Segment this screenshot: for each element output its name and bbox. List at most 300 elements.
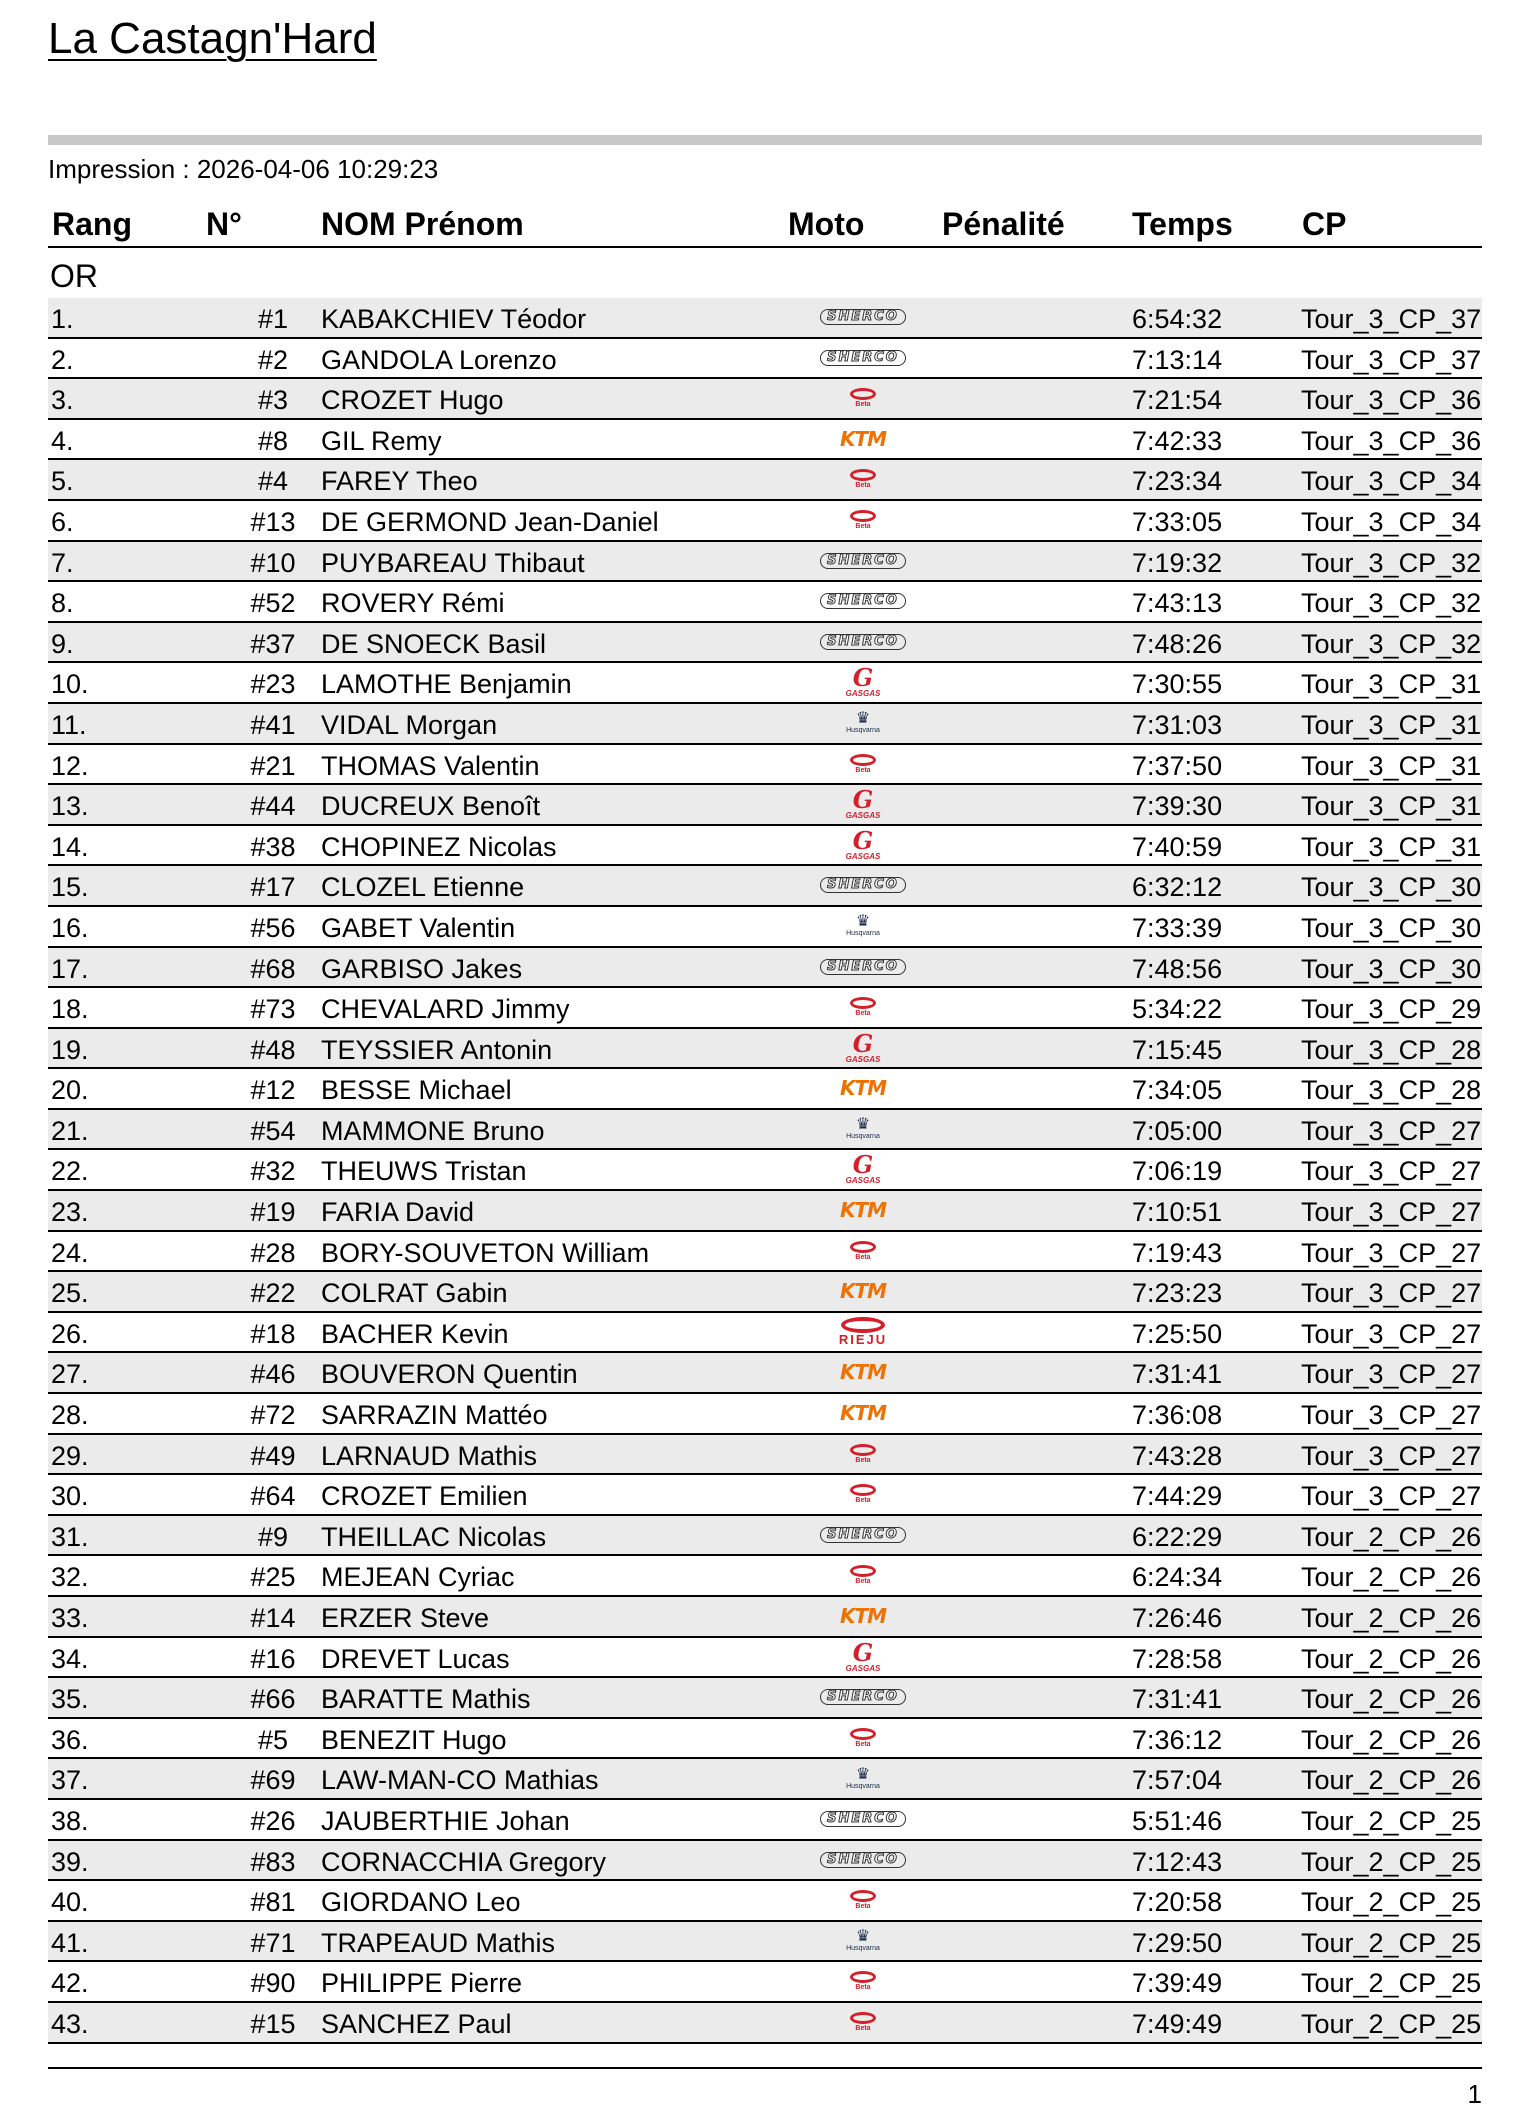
cell-temps: 7:23:34 bbox=[1132, 466, 1223, 497]
beta-logo-icon: Beta bbox=[850, 1241, 876, 1261]
cell-rang: 35. bbox=[51, 1684, 89, 1715]
sherco-logo-icon: SHERCO bbox=[820, 1811, 906, 1827]
cell-temps: 7:49:49 bbox=[1132, 2008, 1223, 2039]
cell-cp: Tour_3_CP_36 bbox=[1301, 385, 1482, 416]
cell-rang: 9. bbox=[51, 628, 74, 659]
cell-num: #19 bbox=[250, 1197, 296, 1228]
cell-num: #8 bbox=[257, 425, 289, 456]
cell-cp: Tour_3_CP_27 bbox=[1301, 1400, 1482, 1431]
cell-cp: Tour_3_CP_34 bbox=[1301, 506, 1482, 537]
cell-num: #69 bbox=[250, 1765, 296, 1796]
cell-moto bbox=[788, 1232, 938, 1270]
table-row bbox=[48, 663, 1482, 704]
cell-moto bbox=[788, 1029, 938, 1067]
table-row bbox=[48, 1597, 1482, 1638]
cell-rang: 33. bbox=[51, 1603, 89, 1633]
cell-num: #26 bbox=[250, 1805, 296, 1836]
cell-nom: CLOZEL Etienne bbox=[321, 872, 525, 903]
cell-nom: ERZER Steve bbox=[321, 1603, 490, 1633]
beta-logo-icon: Beta bbox=[850, 1728, 876, 1748]
cell-num: #32 bbox=[250, 1156, 296, 1187]
cell-cp: Tour_2_CP_26 bbox=[1301, 1521, 1482, 1552]
beta-logo-icon: Beta bbox=[850, 1971, 876, 1991]
table-row bbox=[48, 866, 1482, 907]
table-row bbox=[48, 1638, 1482, 1679]
cell-num: #81 bbox=[250, 1887, 296, 1918]
cell-nom: DE SNOECK Basil bbox=[321, 628, 547, 659]
cell-nom: BENEZIT Hugo bbox=[321, 1724, 507, 1755]
cell-nom: MEJEAN Cyriac bbox=[321, 1562, 515, 1593]
cell-temps: 7:43:13 bbox=[1132, 588, 1223, 619]
table-row bbox=[48, 2003, 1482, 2044]
cell-num: #12 bbox=[250, 1075, 296, 1106]
table-row bbox=[48, 1475, 1482, 1516]
table-row bbox=[48, 501, 1482, 542]
cell-nom: VIDAL Morgan bbox=[321, 709, 498, 740]
cell-nom: PUYBAREAU Thibaut bbox=[321, 547, 585, 578]
cell-cp: Tour_2_CP_26 bbox=[1301, 1724, 1482, 1755]
cell-cp: Tour_3_CP_37 bbox=[1301, 344, 1482, 375]
table-row bbox=[48, 1435, 1482, 1476]
cell-cp: Tour_3_CP_31 bbox=[1301, 709, 1482, 740]
table-row bbox=[48, 1922, 1482, 1963]
page-title: La Castagn'Hard bbox=[48, 14, 377, 63]
cell-rang: 4. bbox=[51, 425, 74, 456]
cell-cp: Tour_2_CP_25 bbox=[1301, 2008, 1482, 2039]
husqvarna-logo-icon: ♛ Husqvarna bbox=[846, 913, 880, 938]
husqvarna-logo-icon: ♛ Husqvarna bbox=[846, 1928, 880, 1953]
cell-cp: Tour_3_CP_30 bbox=[1301, 912, 1482, 943]
cell-rang: 15. bbox=[51, 872, 89, 903]
table-row bbox=[48, 1313, 1482, 1354]
cell-num: #14 bbox=[250, 1603, 296, 1633]
cell-moto bbox=[788, 1881, 938, 1919]
cell-cp: Tour_3_CP_30 bbox=[1301, 872, 1482, 903]
beta-logo-icon: Beta bbox=[850, 510, 876, 530]
cell-rang: 13. bbox=[51, 791, 89, 822]
cell-num: #15 bbox=[250, 2008, 296, 2039]
cell-nom: KABAKCHIEV Téodor bbox=[321, 304, 587, 334]
cell-temps: 7:29:50 bbox=[1132, 1927, 1223, 1958]
cell-cp: Tour_3_CP_31 bbox=[1301, 750, 1482, 781]
cell-cp: Tour_2_CP_25 bbox=[1301, 1887, 1482, 1918]
cell-nom: THOMAS Valentin bbox=[321, 750, 540, 781]
cell-rang: 11. bbox=[51, 709, 87, 740]
cell-num: #73 bbox=[250, 994, 296, 1025]
cell-nom: CHEVALARD Jimmy bbox=[321, 994, 570, 1025]
table-row bbox=[48, 582, 1482, 623]
cell-rang: 5. bbox=[51, 466, 74, 497]
cell-moto bbox=[788, 542, 938, 580]
cell-moto bbox=[788, 785, 938, 823]
cell-temps: 7:42:33 bbox=[1132, 425, 1223, 456]
cell-rang: 6. bbox=[51, 506, 74, 537]
table-row bbox=[48, 1556, 1482, 1597]
cell-num: #3 bbox=[257, 385, 289, 416]
cell-moto bbox=[788, 1841, 938, 1879]
category-heading bbox=[48, 252, 1482, 300]
cell-rang: 31. bbox=[51, 1521, 89, 1552]
table-row bbox=[48, 1069, 1482, 1110]
cell-moto bbox=[788, 1759, 938, 1797]
cell-rang: 41. bbox=[51, 1927, 89, 1958]
cell-rang: 36. bbox=[51, 1724, 89, 1755]
col-header-moto: Moto bbox=[788, 206, 865, 242]
cell-nom: SANCHEZ Paul bbox=[321, 2008, 512, 2039]
table-row bbox=[48, 785, 1482, 826]
beta-logo-icon: Beta bbox=[850, 997, 876, 1017]
cell-moto bbox=[788, 1435, 938, 1473]
cell-moto bbox=[788, 1150, 938, 1188]
cell-cp: Tour_2_CP_26 bbox=[1301, 1603, 1482, 1633]
table-row bbox=[48, 704, 1482, 745]
cell-num: #68 bbox=[250, 953, 296, 984]
cell-temps: 7:33:05 bbox=[1132, 506, 1223, 537]
cell-moto bbox=[788, 298, 938, 336]
cell-cp: Tour_3_CP_31 bbox=[1301, 831, 1482, 862]
cell-rang: 32. bbox=[51, 1562, 89, 1593]
beta-logo-icon: Beta bbox=[850, 1890, 876, 1910]
cell-rang: 37. bbox=[51, 1765, 89, 1796]
cell-temps: 7:33:39 bbox=[1132, 912, 1223, 943]
cell-nom: SARRAZIN Mattéo bbox=[321, 1400, 548, 1431]
cell-moto bbox=[788, 1719, 938, 1757]
cell-rang: 28. bbox=[51, 1400, 89, 1431]
ktm-logo-icon: KTM bbox=[839, 1076, 887, 1101]
cell-moto bbox=[788, 379, 938, 417]
cell-nom: BOUVERON Quentin bbox=[321, 1359, 578, 1390]
cell-rang: 34. bbox=[51, 1643, 89, 1674]
cell-cp: Tour_2_CP_25 bbox=[1301, 1927, 1482, 1958]
cell-cp: Tour_3_CP_27 bbox=[1301, 1156, 1482, 1187]
cell-temps: 7:36:12 bbox=[1132, 1724, 1223, 1755]
cell-temps: 7:19:32 bbox=[1132, 547, 1223, 578]
cell-nom: THEILLAC Nicolas bbox=[321, 1521, 547, 1552]
col-header-penalite: Pénalité bbox=[942, 206, 1065, 242]
cell-nom: BACHER Kevin bbox=[321, 1318, 509, 1349]
cell-temps: 7:31:03 bbox=[1132, 709, 1223, 740]
beta-logo-icon: Beta bbox=[850, 754, 876, 774]
cell-num: #66 bbox=[250, 1684, 296, 1715]
cell-rang: 16. bbox=[51, 912, 89, 943]
cell-nom: FARIA David bbox=[321, 1197, 475, 1228]
table-row bbox=[48, 1516, 1482, 1557]
cell-cp: Tour_2_CP_26 bbox=[1301, 1643, 1482, 1674]
cell-temps: 7:36:08 bbox=[1132, 1400, 1223, 1431]
table-row bbox=[48, 988, 1482, 1029]
col-header-num: N° bbox=[206, 206, 242, 242]
cell-nom: LAW-MAN-CO Mathias bbox=[321, 1765, 599, 1796]
cell-num: #83 bbox=[250, 1846, 296, 1877]
cell-num: #56 bbox=[250, 912, 296, 943]
table-row bbox=[48, 542, 1482, 583]
table-row bbox=[48, 907, 1482, 948]
sherco-logo-icon: SHERCO bbox=[820, 877, 906, 893]
cell-cp: Tour_2_CP_26 bbox=[1301, 1684, 1482, 1715]
cell-moto bbox=[788, 1110, 938, 1148]
cell-temps: 7:39:30 bbox=[1132, 791, 1223, 822]
cell-rang: 26. bbox=[51, 1318, 89, 1349]
cell-temps: 6:32:12 bbox=[1132, 872, 1223, 903]
cell-nom: GIORDANO Leo bbox=[321, 1887, 521, 1918]
cell-num: #17 bbox=[250, 872, 296, 903]
table-row bbox=[48, 1800, 1482, 1841]
sherco-logo-icon: SHERCO bbox=[820, 350, 906, 366]
cell-nom: CROZET Emilien bbox=[321, 1481, 528, 1512]
table-row bbox=[48, 1232, 1482, 1273]
cell-rang: 25. bbox=[51, 1278, 89, 1309]
table-row bbox=[48, 1353, 1482, 1394]
husqvarna-logo-icon: ♛ Husqvarna bbox=[846, 1116, 880, 1141]
cell-num: #44 bbox=[250, 791, 296, 822]
cell-cp: Tour_3_CP_34 bbox=[1301, 466, 1482, 497]
cell-cp: Tour_3_CP_37 bbox=[1301, 304, 1482, 334]
cell-moto bbox=[788, 623, 938, 661]
cell-rang: 7. bbox=[51, 547, 74, 578]
cell-moto bbox=[788, 1638, 938, 1676]
beta-logo-icon: Beta bbox=[850, 1565, 876, 1585]
cell-cp: Tour_3_CP_27 bbox=[1301, 1481, 1482, 1512]
cell-rang: 23. bbox=[51, 1197, 89, 1228]
cell-temps: 5:34:22 bbox=[1132, 994, 1223, 1025]
cell-temps: 7:34:05 bbox=[1132, 1075, 1223, 1106]
sherco-logo-icon: SHERCO bbox=[820, 1852, 906, 1868]
cell-rang: 19. bbox=[51, 1034, 89, 1065]
cell-nom: TEYSSIER Antonin bbox=[321, 1034, 553, 1065]
rieju-logo-icon: RIEJU bbox=[839, 1317, 887, 1346]
cell-num: #16 bbox=[250, 1643, 296, 1674]
cell-num: #18 bbox=[250, 1318, 296, 1349]
col-header-nom: NOM Prénom bbox=[321, 206, 524, 242]
cell-temps: 7:05:00 bbox=[1132, 1115, 1223, 1146]
sherco-logo-icon: SHERCO bbox=[820, 1527, 906, 1543]
cell-num: #1 bbox=[257, 304, 289, 334]
cell-temps: 7:10:51 bbox=[1132, 1197, 1223, 1228]
cell-num: #2 bbox=[257, 344, 289, 375]
cell-rang: 39. bbox=[51, 1846, 89, 1877]
gasgas-logo-icon: G GASGAS bbox=[845, 1028, 881, 1064]
cell-cp: Tour_3_CP_29 bbox=[1301, 994, 1482, 1025]
cell-moto bbox=[788, 826, 938, 864]
cell-moto bbox=[788, 1272, 938, 1310]
cell-nom: PHILIPPE Pierre bbox=[321, 1968, 523, 1999]
sherco-logo-icon: SHERCO bbox=[820, 634, 906, 650]
cell-nom: TRAPEAUD Mathis bbox=[321, 1927, 556, 1958]
cell-rang: 22. bbox=[51, 1156, 89, 1187]
cell-moto bbox=[788, 339, 938, 377]
cell-cp: Tour_2_CP_25 bbox=[1301, 1846, 1482, 1877]
cell-rang: 14. bbox=[51, 831, 89, 862]
cell-temps: 7:25:50 bbox=[1132, 1318, 1223, 1349]
cell-cp: Tour_3_CP_32 bbox=[1301, 588, 1482, 619]
col-header-temps: Temps bbox=[1132, 206, 1233, 242]
table-row bbox=[48, 460, 1482, 501]
cell-temps: 7:26:46 bbox=[1132, 1603, 1223, 1633]
cell-rang: 40. bbox=[51, 1887, 89, 1918]
results-table-body bbox=[48, 298, 1482, 2044]
cell-temps: 7:48:56 bbox=[1132, 953, 1223, 984]
cell-num: #64 bbox=[250, 1481, 296, 1512]
cell-moto bbox=[788, 745, 938, 783]
table-row bbox=[48, 1394, 1482, 1435]
cell-num: #28 bbox=[250, 1237, 296, 1268]
table-row bbox=[48, 1841, 1482, 1882]
cell-cp: Tour_3_CP_31 bbox=[1301, 669, 1482, 700]
cell-temps: 7:39:49 bbox=[1132, 1968, 1223, 1999]
cell-num: #46 bbox=[250, 1359, 296, 1390]
cell-rang: 21. bbox=[51, 1115, 89, 1146]
table-row bbox=[48, 1678, 1482, 1719]
cell-temps: 7:30:55 bbox=[1132, 669, 1223, 700]
cell-num: #54 bbox=[250, 1115, 296, 1146]
cell-rang: 20. bbox=[51, 1075, 89, 1106]
table-row bbox=[48, 379, 1482, 420]
sherco-logo-icon: SHERCO bbox=[820, 309, 906, 325]
cell-rang: 1. bbox=[51, 304, 74, 334]
cell-temps: 6:22:29 bbox=[1132, 1521, 1223, 1552]
cell-nom: JAUBERTHIE Johan bbox=[321, 1805, 570, 1836]
cell-temps: 7:15:45 bbox=[1132, 1034, 1223, 1065]
husqvarna-logo-icon: ♛ Husqvarna bbox=[846, 1765, 880, 1790]
cell-nom: LAMOTHE Benjamin bbox=[321, 669, 572, 700]
gasgas-logo-icon: G GASGAS bbox=[845, 1150, 881, 1186]
cell-nom: GIL Remy bbox=[321, 425, 442, 456]
cell-temps: 7:28:58 bbox=[1132, 1643, 1223, 1674]
cell-nom: FAREY Theo bbox=[321, 466, 478, 497]
table-row bbox=[48, 745, 1482, 786]
header-divider bbox=[48, 135, 1482, 145]
cell-nom: BARATTE Mathis bbox=[321, 1684, 531, 1715]
cell-num: #48 bbox=[250, 1034, 296, 1065]
cell-moto bbox=[788, 1922, 938, 1960]
cell-cp: Tour_3_CP_31 bbox=[1301, 791, 1482, 822]
cell-num: #41 bbox=[250, 709, 296, 740]
cell-num: #21 bbox=[250, 750, 296, 781]
cell-moto bbox=[788, 866, 938, 904]
category-label: OR bbox=[50, 258, 98, 294]
table-row bbox=[48, 1191, 1482, 1232]
print-timestamp: Impression : 2026-04-06 10:29:23 bbox=[48, 154, 439, 184]
cell-moto bbox=[788, 988, 938, 1026]
cell-temps: 7:48:26 bbox=[1132, 628, 1223, 659]
ktm-logo-icon: KTM bbox=[839, 1401, 887, 1426]
sherco-logo-icon: SHERCO bbox=[820, 959, 906, 975]
table-row bbox=[48, 826, 1482, 867]
table-row bbox=[48, 1719, 1482, 1760]
table-row bbox=[48, 339, 1482, 380]
cell-moto bbox=[788, 1556, 938, 1594]
cell-nom: CROZET Hugo bbox=[321, 385, 504, 416]
cell-nom: BORY-SOUVETON William bbox=[321, 1237, 650, 1268]
cell-cp: Tour_2_CP_26 bbox=[1301, 1765, 1482, 1796]
sherco-logo-icon: SHERCO bbox=[820, 1689, 906, 1705]
cell-rang: 12. bbox=[51, 750, 89, 781]
cell-nom: DUCREUX Benoît bbox=[321, 791, 541, 822]
cell-moto bbox=[788, 704, 938, 742]
cell-moto bbox=[788, 2003, 938, 2041]
cell-cp: Tour_3_CP_30 bbox=[1301, 953, 1482, 984]
table-row bbox=[48, 420, 1482, 461]
cell-cp: Tour_2_CP_25 bbox=[1301, 1968, 1482, 1999]
ktm-logo-icon: KTM bbox=[839, 1360, 887, 1385]
cell-moto bbox=[788, 907, 938, 945]
cell-cp: Tour_3_CP_27 bbox=[1301, 1237, 1482, 1268]
cell-moto bbox=[788, 1313, 938, 1351]
cell-rang: 24. bbox=[51, 1237, 89, 1268]
cell-temps: 7:12:43 bbox=[1132, 1846, 1223, 1877]
cell-temps: 7:20:58 bbox=[1132, 1887, 1223, 1918]
cell-rang: 43. bbox=[51, 2008, 89, 2039]
cell-temps: 7:44:29 bbox=[1132, 1481, 1223, 1512]
husqvarna-logo-icon: ♛ Husqvarna bbox=[846, 710, 880, 735]
cell-num: #5 bbox=[257, 1724, 289, 1755]
table-row bbox=[48, 948, 1482, 989]
cell-temps: 7:43:28 bbox=[1132, 1440, 1223, 1471]
cell-nom: GANDOLA Lorenzo bbox=[321, 344, 557, 375]
cell-rang: 18. bbox=[51, 994, 89, 1025]
cell-nom: THEUWS Tristan bbox=[321, 1156, 527, 1187]
cell-num: #72 bbox=[250, 1400, 296, 1431]
gasgas-logo-icon: G GASGAS bbox=[845, 825, 881, 861]
cell-nom: GARBISO Jakes bbox=[321, 953, 523, 984]
cell-cp: Tour_3_CP_28 bbox=[1301, 1034, 1482, 1065]
cell-cp: Tour_3_CP_27 bbox=[1301, 1278, 1482, 1309]
cell-cp: Tour_2_CP_26 bbox=[1301, 1562, 1482, 1593]
cell-moto bbox=[788, 1191, 938, 1229]
cell-temps: 7:31:41 bbox=[1132, 1684, 1223, 1715]
cell-temps: 7:57:04 bbox=[1132, 1765, 1223, 1796]
sherco-logo-icon: SHERCO bbox=[820, 593, 906, 609]
ktm-logo-icon: KTM bbox=[839, 1279, 887, 1304]
cell-nom: BESSE Michael bbox=[321, 1075, 512, 1106]
beta-logo-icon: Beta bbox=[850, 2012, 876, 2032]
cell-cp: Tour_3_CP_27 bbox=[1301, 1440, 1482, 1471]
table-row bbox=[48, 298, 1482, 339]
col-header-rang: Rang bbox=[52, 206, 132, 242]
table-row bbox=[48, 623, 1482, 664]
beta-logo-icon: Beta bbox=[850, 1444, 876, 1464]
cell-num: #10 bbox=[250, 547, 296, 578]
cell-cp: Tour_3_CP_27 bbox=[1301, 1359, 1482, 1390]
cell-rang: 27. bbox=[51, 1359, 89, 1390]
cell-moto bbox=[788, 1394, 938, 1432]
cell-moto bbox=[788, 1597, 938, 1635]
cell-temps: 7:40:59 bbox=[1132, 831, 1223, 862]
cell-cp: Tour_2_CP_25 bbox=[1301, 1805, 1482, 1836]
cell-temps: 7:37:50 bbox=[1132, 750, 1223, 781]
beta-logo-icon: Beta bbox=[850, 1484, 876, 1504]
cell-temps: 7:23:23 bbox=[1132, 1278, 1223, 1309]
table-row bbox=[48, 1962, 1482, 2003]
cell-moto bbox=[788, 948, 938, 986]
cell-temps: 7:06:19 bbox=[1132, 1156, 1223, 1187]
cell-num: #4 bbox=[257, 466, 289, 497]
cell-moto bbox=[788, 1475, 938, 1513]
cell-nom: DE GERMOND Jean-Daniel bbox=[321, 506, 659, 537]
cell-rang: 3. bbox=[51, 385, 74, 416]
cell-num: #23 bbox=[250, 669, 296, 700]
cell-nom: COLRAT Gabin bbox=[321, 1278, 508, 1309]
cell-num: #13 bbox=[250, 506, 296, 537]
table-row bbox=[48, 1110, 1482, 1151]
cell-temps: 7:31:41 bbox=[1132, 1359, 1223, 1390]
gasgas-logo-icon: G GASGAS bbox=[845, 663, 881, 699]
cell-num: #37 bbox=[250, 628, 296, 659]
cell-nom: DREVET Lucas bbox=[321, 1643, 510, 1674]
cell-moto bbox=[788, 501, 938, 539]
table-row bbox=[48, 1272, 1482, 1313]
cell-cp: Tour_3_CP_36 bbox=[1301, 425, 1482, 456]
